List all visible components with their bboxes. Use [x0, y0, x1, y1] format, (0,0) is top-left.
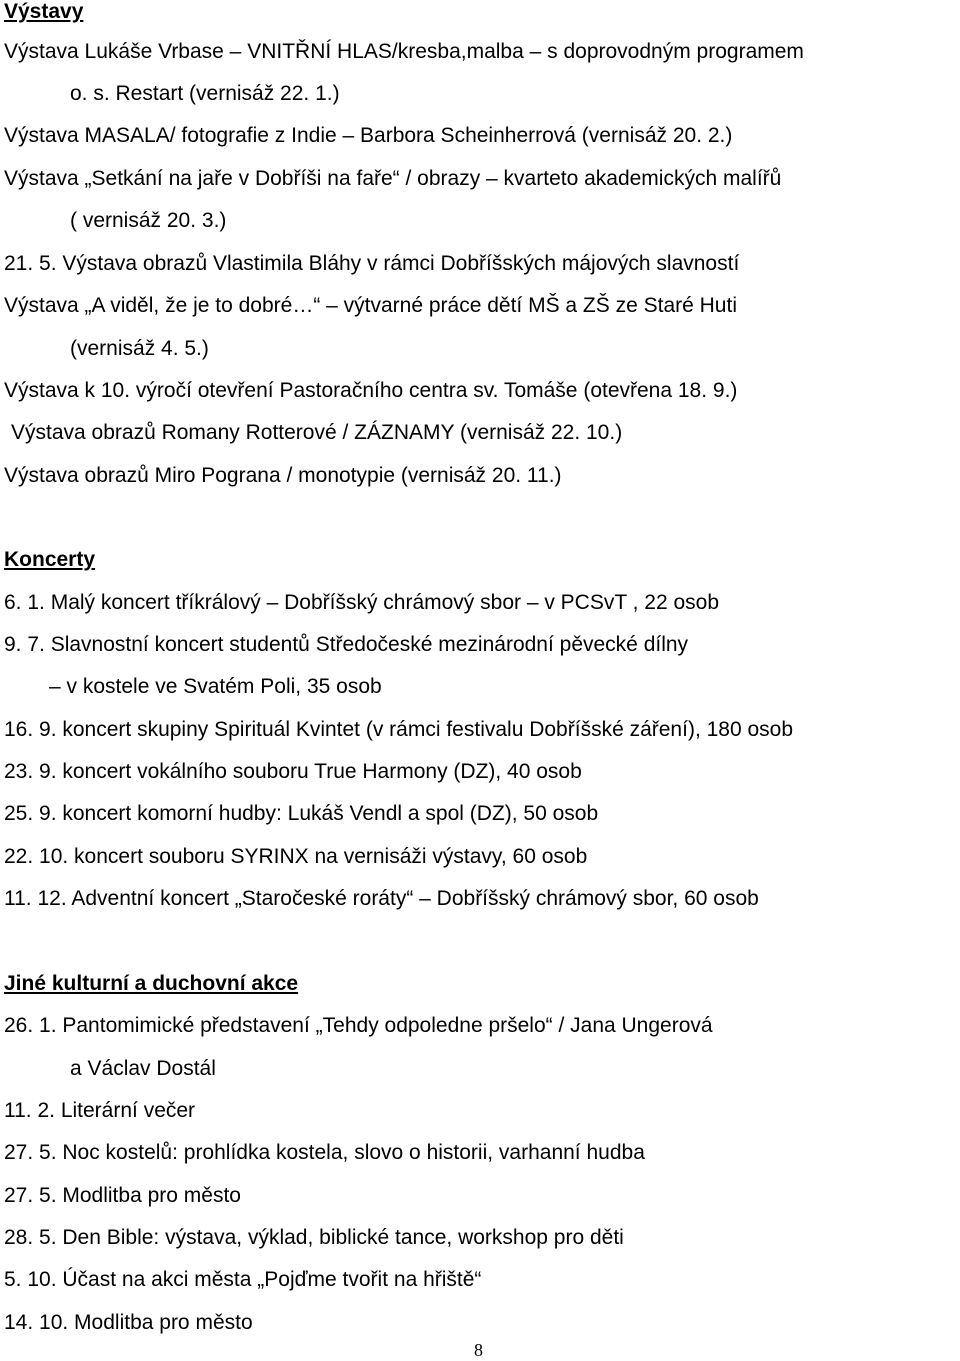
list-item: Výstava obrazů Miro Pograna / monotypie (vernisáž 20. 11.): [4, 464, 562, 487]
list-item: 9. 7. Slavnostní koncert studentů Středočeské mezinárodní pěvecké dílny: [4, 633, 689, 656]
list-item: Výstava MASALA/ fotografie z Indie – Barbora Scheinherrová (vernisáž 20. 2.): [4, 124, 733, 147]
list-item: 11. 12. Adventní koncert „Staročeské roráty“ – Dobříšský chrámový sbor, 60 osob: [4, 887, 759, 910]
page-number: 8: [474, 1340, 483, 1360]
list-item: 16. 9. koncert skupiny Spirituál Kvintet (v rámci festivalu Dobříšské záření), 180 osob: [4, 718, 794, 741]
list-item: 14. 10. Modlitba pro město: [4, 1311, 253, 1334]
list-item: 28. 5. Den Bible: výstava, výklad, biblické tance, workshop pro děti: [4, 1226, 624, 1249]
section-heading-vystavy: Výstavy: [4, 0, 84, 23]
list-item: 11. 2. Literární večer: [4, 1099, 196, 1122]
list-item: o. s. Restart (vernisáž 22. 1.): [70, 82, 340, 105]
list-item: ( vernisáž 20. 3.): [70, 209, 227, 232]
list-item: Výstava „Setkání na jaře v Dobříši na faře“ / obrazy – kvarteto akademických malířů: [4, 167, 782, 190]
list-item: Výstava „A viděl, že je to dobré…“ – výtvarné práce dětí MŠ a ZŠ ze Staré Huti: [4, 294, 737, 317]
list-item: 23. 9. koncert vokálního souboru True Harmony (DZ), 40 osob: [4, 760, 582, 783]
list-item: 21. 5. Výstava obrazů Vlastimila Bláhy v rámci Dobříšských májových slavností: [4, 252, 740, 275]
list-item: 6. 1. Malý koncert tříkrálový – Dobříšský chrámový sbor – v PCSvT , 22 osob: [4, 591, 720, 614]
list-item: 26. 1. Pantomimické představení „Tehdy odpoledne pršelo“ / Jana Ungerová: [4, 1014, 713, 1037]
list-item: (vernisáž 4. 5.): [70, 337, 209, 360]
list-item: 27. 5. Modlitba pro město: [4, 1184, 241, 1207]
list-item: Výstava obrazů Romany Rotterové / ZÁZNAMY (vernisáž 22. 10.): [11, 421, 623, 444]
section-heading-jine-akce: Jiné kulturní a duchovní akce: [4, 972, 299, 995]
list-item: Výstava k 10. výročí otevření Pastoračního centra sv. Tomáše (otevřena 18. 9.): [4, 379, 738, 402]
list-item: 5. 10. Účast na akci města „Pojďme tvořit na hřiště“: [4, 1268, 482, 1291]
list-item: a Václav Dostál: [70, 1057, 216, 1080]
list-item: – v kostele ve Svatém Poli, 35 osob: [49, 675, 382, 698]
section-heading-koncerty: Koncerty: [4, 548, 96, 571]
list-item: 22. 10. koncert souboru SYRINX na vernisáži výstavy, 60 osob: [4, 845, 588, 868]
list-item: Výstava Lukáše Vrbase – VNITŘNÍ HLAS/kresba,malba – s doprovodným programem: [4, 40, 804, 63]
list-item: 25. 9. koncert komorní hudby: Lukáš Vendl a spol (DZ), 50 osob: [4, 802, 599, 825]
list-item: 27. 5. Noc kostelů: prohlídka kostela, slovo o historii, varhanní hudba: [4, 1141, 645, 1164]
